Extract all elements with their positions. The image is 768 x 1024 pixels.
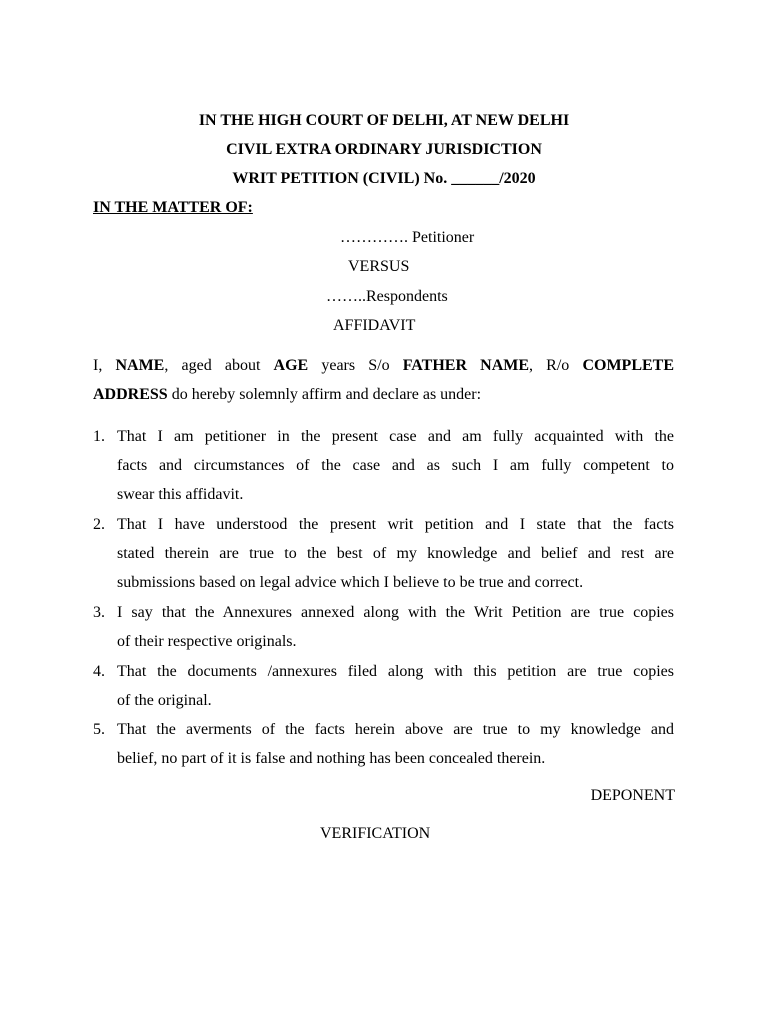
list-item: That the documents /annexures filed along with this petition are true copies of the original.: [117, 663, 674, 709]
list-item: I say that the Annexures annexed along with the Writ Petition are true copies of their respective originals.: [117, 604, 674, 650]
list-item: That I have understood the present writ petition and I state that the facts stated therein are true to the best of my knowledge and belief and rest are submissions based on legal advice which I believe to be true and correct.: [117, 516, 674, 591]
respondents-line: ……..Respondents: [326, 288, 448, 305]
item-number: 1.: [93, 428, 105, 445]
intro-line-2: ADDRESS do hereby solemnly affirm and declare as under:: [93, 386, 482, 403]
item-number: 4.: [93, 663, 105, 680]
verification-heading: VERIFICATION: [320, 825, 431, 842]
deponent-age: AGE: [273, 357, 309, 374]
item-number: 3.: [93, 604, 105, 621]
deponent-name: NAME: [115, 357, 165, 374]
petitioner-line: …………. Petitioner: [340, 229, 475, 246]
address-part-1: COMPLETE: [582, 357, 675, 374]
item-number: 2.: [93, 516, 105, 533]
father-name: FATHER NAME: [402, 357, 530, 374]
list-item: That the averments of the facts herein above are true to my knowledge and belief, no part of it is false and nothing has been concealed therein.: [117, 721, 674, 767]
item-number: 5.: [93, 721, 105, 738]
address-part-2: ADDRESS: [93, 386, 168, 403]
jurisdiction-heading: CIVIL EXTRA ORDINARY JURISDICTION: [226, 141, 542, 158]
list-item: That I am petitioner in the present case and am fully acquainted with the facts and circumstances of the case and as such I am fully competent to swear this affidavit.: [117, 428, 674, 503]
matter-label: IN THE MATTER OF:: [93, 199, 253, 216]
versus-line: VERSUS: [348, 258, 410, 275]
intro-line-1: I, NAME, aged about AGE years S/o FATHER NAME, R/o COMPLETE: [93, 357, 675, 374]
deponent-label: DEPONENT: [590, 787, 675, 804]
petition-number-heading: WRIT PETITION (CIVIL) No. ______/2020: [232, 170, 536, 187]
intro-paragraph: [93, 351, 674, 409]
court-heading: IN THE HIGH COURT OF DELHI, AT NEW DELHI: [198, 112, 570, 129]
affidavit-title: AFFIDAVIT: [333, 317, 416, 334]
